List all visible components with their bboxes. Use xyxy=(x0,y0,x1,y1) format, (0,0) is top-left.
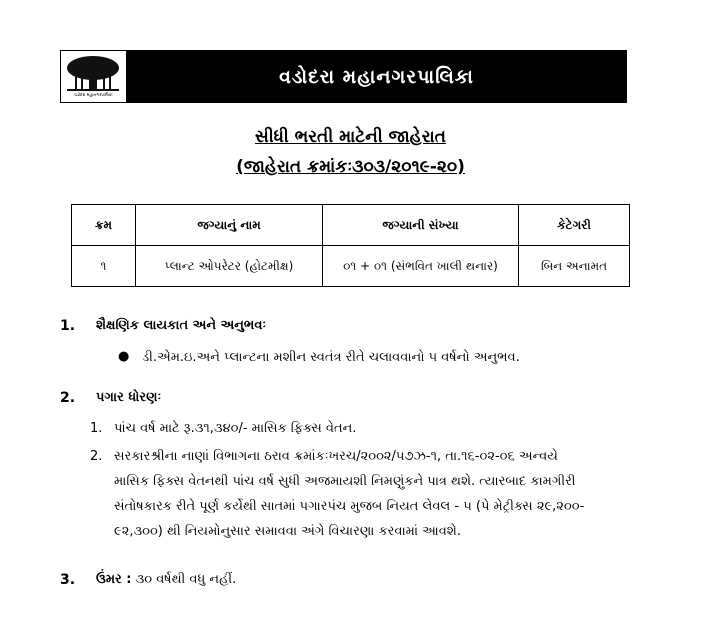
header-banner xyxy=(60,50,627,103)
notice-title-text: સીધી ભરતી માટેની જાહેરાત xyxy=(255,127,446,147)
pay-item-2-line-1: સરકારશ્રીના નાણાં વિભાગના ઠરાવ ક્રમાંકઃખરચ/૨૦૦૨/૫૭ઝ-૧, તા.૧૬-૦૨-૦૬ અન્વયે xyxy=(114,449,558,464)
cell-post-name: પ્લાન્ટ ઓપરેટર (હોટમીક્ષ) xyxy=(136,246,323,287)
posts-table xyxy=(71,204,630,287)
section-1-title: શૈક્ષણિક લાયકાત અને અનુભવઃ xyxy=(96,318,267,333)
cell-post-count: ૦૧ + ૦૧ (સંભવિત ખાલી થનાર) xyxy=(323,246,519,287)
notice-title xyxy=(0,127,701,147)
org-name: વડોદરા મહાનગરપાલિકા xyxy=(127,51,626,102)
pay-item-2-line-4: ૯૨,૩૦૦) થી નિયમોનુસાર સમાવવા અંગે વિચારણા કરવામાં આવશે. xyxy=(114,524,461,539)
section-1-number: 1. xyxy=(60,318,76,334)
cell-category: બિન અનામત xyxy=(519,246,630,287)
table-row xyxy=(72,246,630,287)
age-label: ઉંમર : xyxy=(96,572,132,587)
col-header-serial: ક્રમ xyxy=(72,205,136,246)
pay-item-2-line-3: સંતોષકારક રીતે પૂર્ણ કર્યેથી સાતમાં પગારપંચ મુજબ નિયત લેવલ - ૫ (પે મેટ્રીક્સ ૨૯,૨૦૦- xyxy=(114,499,585,514)
advertisement-number xyxy=(0,157,701,177)
pay-item-1-number: 1. xyxy=(90,421,103,436)
col-header-post-count: જગ્યાની સંખ્યા xyxy=(323,205,519,246)
logo-caption: વડોદરા મહાનગરપાલિકા xyxy=(74,92,113,97)
table-header-row xyxy=(72,205,630,246)
section-2-title: પગાર ધોરણઃ xyxy=(96,390,162,405)
section-3-text xyxy=(96,572,236,587)
section-3-number: 3. xyxy=(60,572,76,588)
col-header-post-name: જગ્યાનું નામ xyxy=(136,205,323,246)
section-2-number: 2. xyxy=(60,390,76,406)
col-header-category: કેટેગરી xyxy=(519,205,630,246)
age-value: ૩૦ વર્ષથી વધુ નહીં. xyxy=(135,572,237,587)
pay-item-2-number: 2. xyxy=(90,449,103,464)
section-1-text: ડી.એમ.ઇ.અને પ્લાન્ટના મશીન સ્વતંત્ર રીતે ચલાવવાનો ૫ વર્ષનો અનુભવ. xyxy=(142,350,520,365)
cell-serial: ૧ xyxy=(72,246,136,287)
vmc-logo xyxy=(61,51,127,102)
pay-item-1-text: પાંચ વર્ષ માટે રૂ.૩૧,૩૪૦/- માસિક ફિક્સ વેતન. xyxy=(114,421,357,436)
advertisement-number-text: (જાહેરાત ક્રમાંકઃ૩૦૩/૨૦૧૯-૨૦) xyxy=(236,157,465,177)
pay-item-2-line-2: માસિક ફિક્સ વેતનથી પાંચ વર્ષ સુધી અજમાયશી નિમણુંકને પાત્ર થશે. ત્યારબાદ કામગીરી xyxy=(114,474,576,489)
bullet-icon: ● xyxy=(118,349,130,364)
